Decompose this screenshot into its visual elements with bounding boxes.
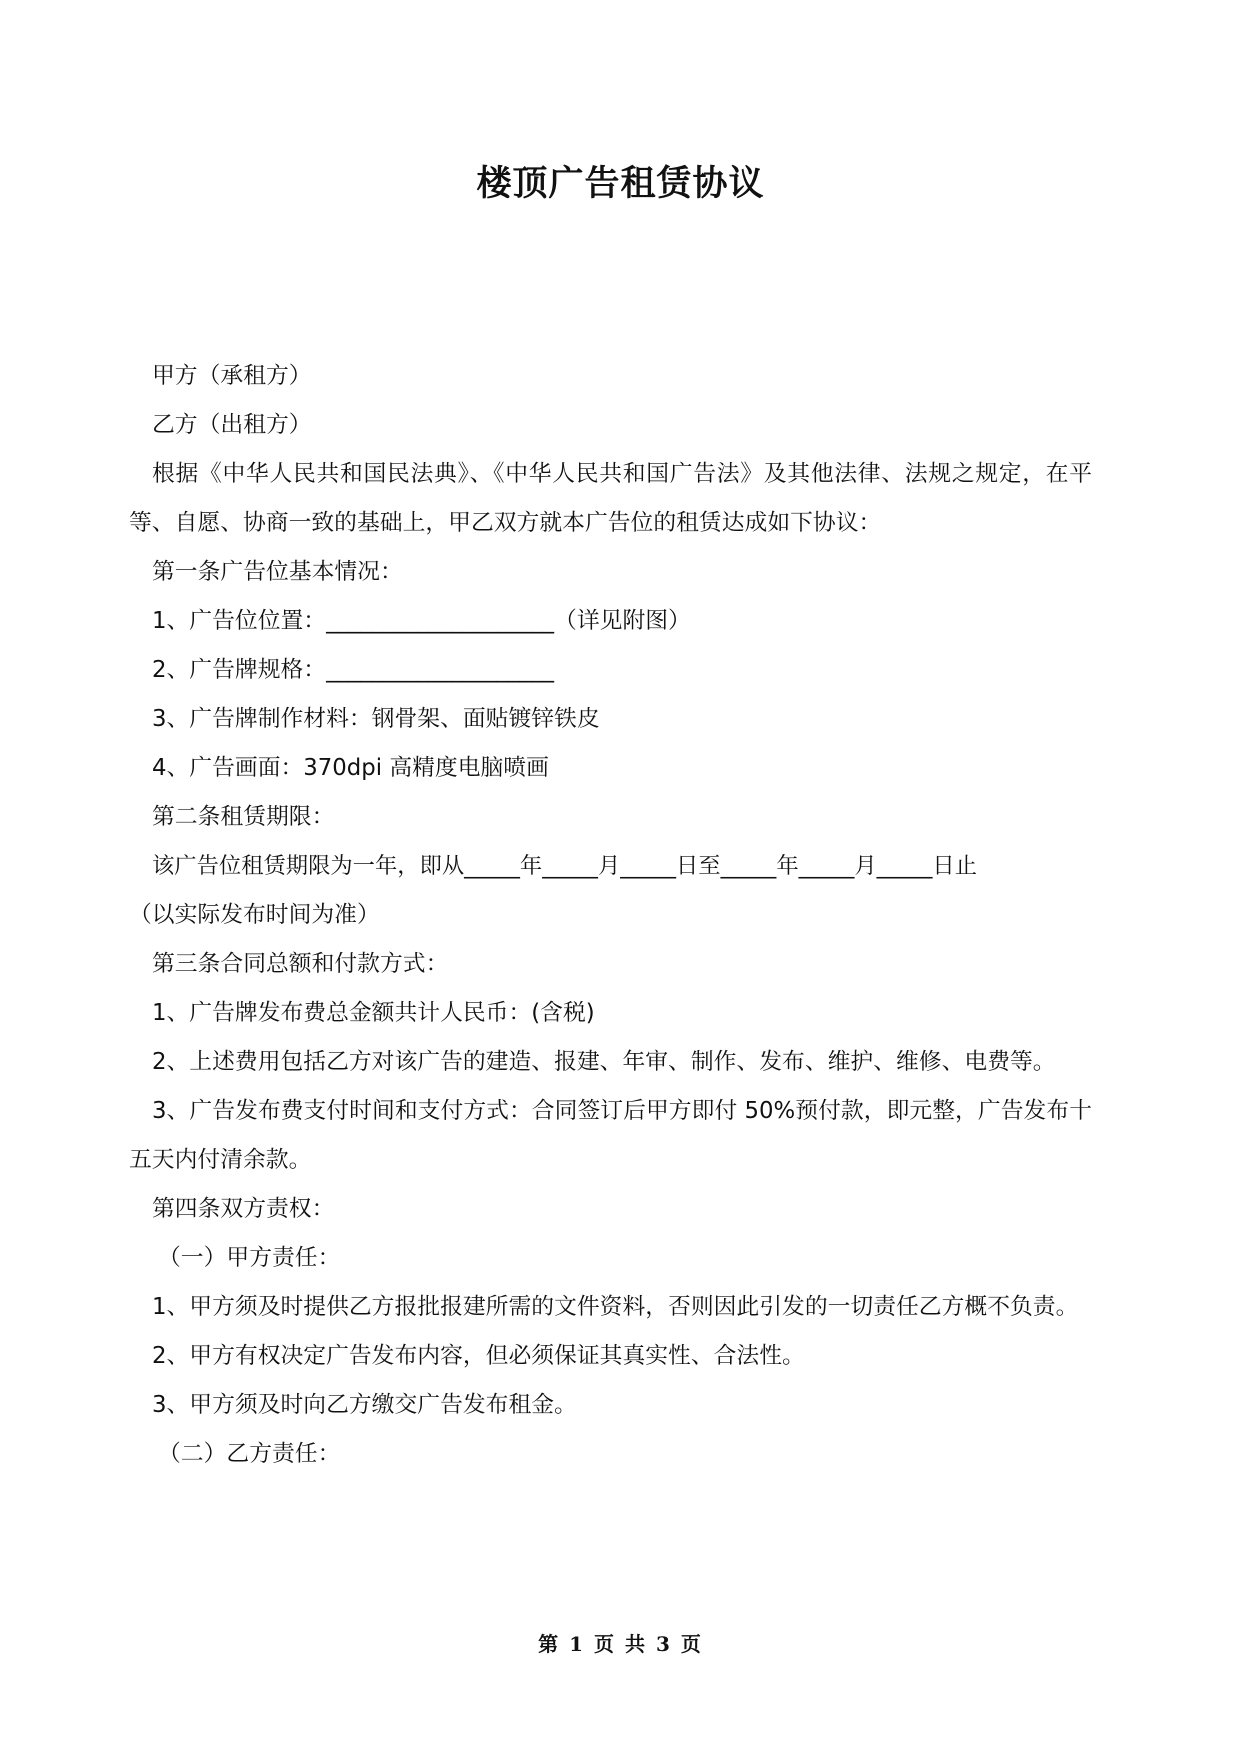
document-body (129, 352, 1092, 1479)
article-1-item-4: 4、广告画面：370dpi 高精度电脑喷画 (152, 755, 549, 781)
party-a-line: 甲方（承租方） (152, 363, 312, 389)
article-3-item-3: 3、广告发布费支付时间和支付方式：合同签订后甲方即付 50%预付款，即元整，广告发布十五天内付清余款。 (129, 1098, 1092, 1173)
article-1-item-1: 1、广告位位置：____________________（详见附图） (152, 608, 691, 634)
preamble-paragraph: 根据《中华人民共和国民法典》、《中华人民共和国广告法》及其他法律、法规之规定，在平等、自愿、协商一致的基础上，甲乙双方就本广告位的租赁达成如下协议： (129, 461, 1092, 536)
party-a-duty-2: 2、甲方有权决定广告发布内容，但必须保证其真实性、合法性。 (152, 1343, 805, 1369)
article-2-term: 该广告位租赁期限为一年，即从_____年_____月_____日至_____年_____月_____日止 (152, 853, 977, 879)
article-2-heading: 第二条租赁期限： (152, 804, 335, 830)
article-3-item-1: 1、广告牌发布费总金额共计人民币：(含税) (152, 1000, 595, 1026)
document-title: 楼顶广告租赁协议 (476, 164, 765, 204)
article-1-heading: 第一条广告位基本情况： (152, 559, 403, 585)
article-3-item-2: 2、上述费用包括乙方对该广告的建造、报建、年审、制作、发布、维护、维修、电费等。 (152, 1049, 1056, 1075)
article-4-heading: 第四条双方责权： (152, 1196, 335, 1222)
article-1-item-2: 2、广告牌规格：____________________ (152, 657, 555, 683)
article-2-note: （以实际发布时间为准） (129, 902, 380, 928)
party-b-line: 乙方（出租方） (152, 412, 312, 438)
article-3-heading: 第三条合同总额和付款方式： (152, 951, 449, 977)
article-1-item-3: 3、广告牌制作材料：钢骨架、面贴镀锌铁皮 (152, 706, 600, 732)
page-footer: 第 1 页 共 3 页 (538, 1632, 703, 1656)
party-b-duties-heading: （二）乙方责任： (158, 1441, 341, 1467)
party-a-duty-1: 1、甲方须及时提供乙方报批报建所需的文件资料，否则因此引发的一切责任乙方概不负责。 (152, 1294, 1079, 1320)
party-a-duties-heading: （一）甲方责任： (158, 1245, 341, 1271)
party-a-duty-3: 3、甲方须及时向乙方缴交广告发布租金。 (152, 1392, 577, 1418)
